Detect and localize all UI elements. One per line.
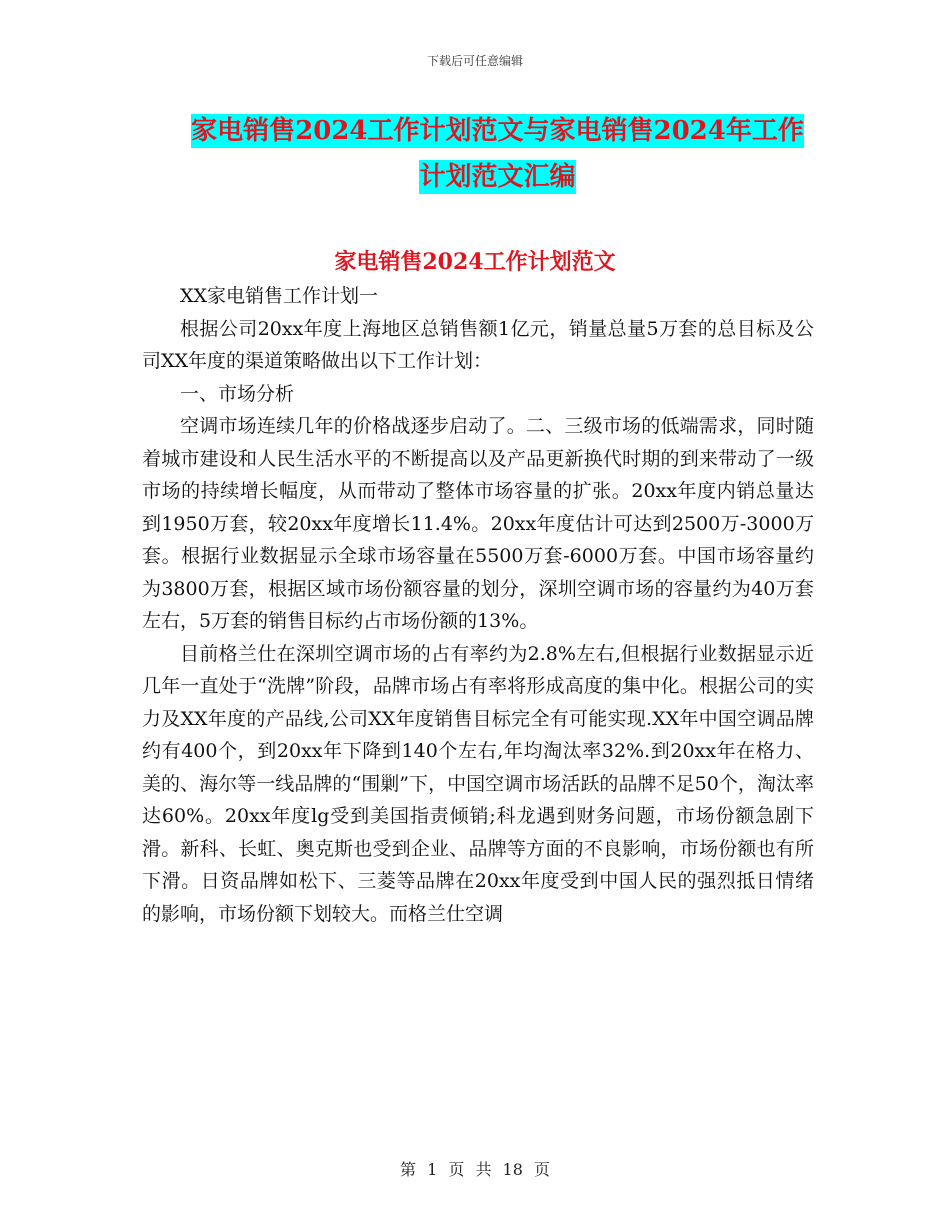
main-title-line-1: 家电销售2024工作计划范文与家电销售2024年工作 bbox=[191, 116, 804, 146]
paragraph-plan-heading: XX家电销售工作计划一 bbox=[180, 285, 379, 307]
document-body bbox=[142, 280, 814, 930]
paragraph-intro: 根据公司20xx年度上海地区总销售额1亿元，销量总量5万套的总目标及公司XX年度的渠道策略做出以下工作计划： bbox=[142, 317, 814, 372]
paragraph-section-heading: 一、市场分析 bbox=[180, 382, 295, 405]
main-title bbox=[140, 108, 855, 200]
page-footer bbox=[0, 1157, 950, 1180]
page-number: 第 1 页 共 18 页 bbox=[400, 1160, 550, 1179]
header-note: 下载后可任意编辑 bbox=[426, 54, 523, 68]
main-title-line-2: 计划范文汇编 bbox=[419, 162, 576, 192]
paragraph-market-share: 目前格兰仕在深圳空调市场的占有率约为2.8%左右,但根据行业数据显示近几年一直处于“洗牌”阶段，品牌市场占有率将形成高度的集中化。根据公司的实力及XX年度的产品线,公司XX年度销售目标完全有可能实现.XX年中国空调品牌约有400个，到20xx年下降到140个左右,年均淘汰率32%.到20xx年在格力、美的、海尔等一线品牌的“围剿”下，中国空调市场活跃的品牌不足50个，淘汰率达60%。20xx年度lg受到美国指责倾销;科龙遇到财务问题，市场份额急剧下滑。新科、长虹、奥克斯也受到企业、品牌等方面的不良影响，市场份额也有所下滑。日资品牌如松下、三菱等品牌在20xx年度受到中国人民的强烈抵日情绪的影响，市场份额下划较大。而格兰仕空调 bbox=[142, 642, 814, 925]
section-title: 家电销售2024工作计划范文 bbox=[334, 249, 616, 275]
page-header bbox=[0, 52, 950, 69]
paragraph-market-capacity: 空调市场连续几年的价格战逐步启动了。二、三级市场的低端需求，同时随着城市建设和人民生活水平的不断提高以及产品更新换代时期的到来带动了一级市场的持续增长幅度，从而带动了整体市场容量的扩张。20xx年度内销总量达到1950万套，较20xx年度增长11.4%。20xx年度估计可达到2500万-3000万套。根据行业数据显示全球市场容量在5500万套-6000万套。中国市场容量约为3800万套，根据区域市场份额容量的划分，深圳空调市场的容量约为40万套左右，5万套的销售目标约占市场份额的13%。 bbox=[142, 415, 814, 632]
